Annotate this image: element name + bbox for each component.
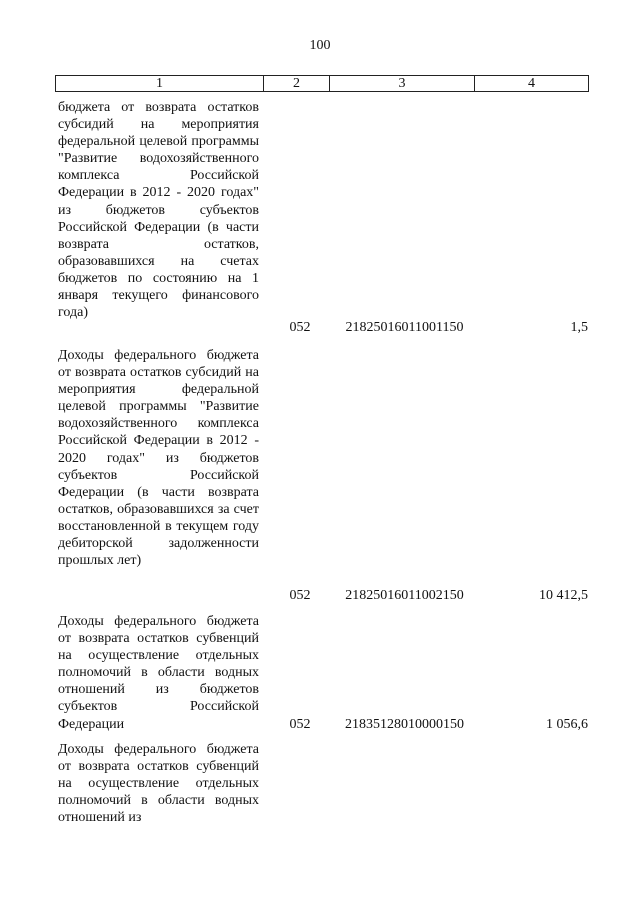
table-header [55, 75, 589, 92]
amount: 1,5 [570, 320, 588, 335]
row-description: Доходы федерального бюджета от возврата остатков субвенций на осуществление отдельных полномочий в области водных отношений из [58, 742, 259, 826]
budget-code: 21825016011001150 [345, 320, 464, 335]
header-col-2: 2 [264, 76, 330, 91]
amount: 10 412,5 [539, 588, 588, 603]
admin-code: 052 [289, 717, 311, 732]
header-col-4: 4 [528, 76, 535, 91]
row-description: Доходы федерального бюджета от возврата остатков субсидий на мероприятия федеральной целевой программы "Развитие водохозяйственного комплекса Российской Федерации в 2012 - 2020 годах" из бюджетов субъектов Российской Федерации (в части возврата остатков, образовавшихся за счет восстановленной в текущем году дебиторской задолженности прошлых лет) [58, 348, 259, 569]
admin-code: 052 [289, 320, 311, 335]
header-col-1: 1 [56, 76, 264, 91]
amount: 1 056,6 [546, 717, 588, 732]
admin-code: 052 [289, 588, 311, 603]
row-description: бюджета от возврата остатков субсидий на мероприятия федеральной целевой программы "Развитие водохозяйственного комплекса Российской Федерации в 2012 - 2020 годах" из бюджетов субъектов Российской Федерации (в части возврата остатков, образовавшихся на счетах бюджетов по состоянию на 1 января текущего финансового года) [58, 100, 259, 321]
header-col-3: 3 [330, 76, 475, 91]
page-number: 100 [309, 38, 331, 53]
budget-code: 21835128010000150 [345, 717, 464, 732]
budget-code: 21825016011002150 [345, 588, 464, 603]
row-description: Доходы федерального бюджета от возврата остатков субвенций на осуществление отдельных полномочий в области водных отношений из бюджетов субъектов Российской Федерации [58, 614, 259, 732]
